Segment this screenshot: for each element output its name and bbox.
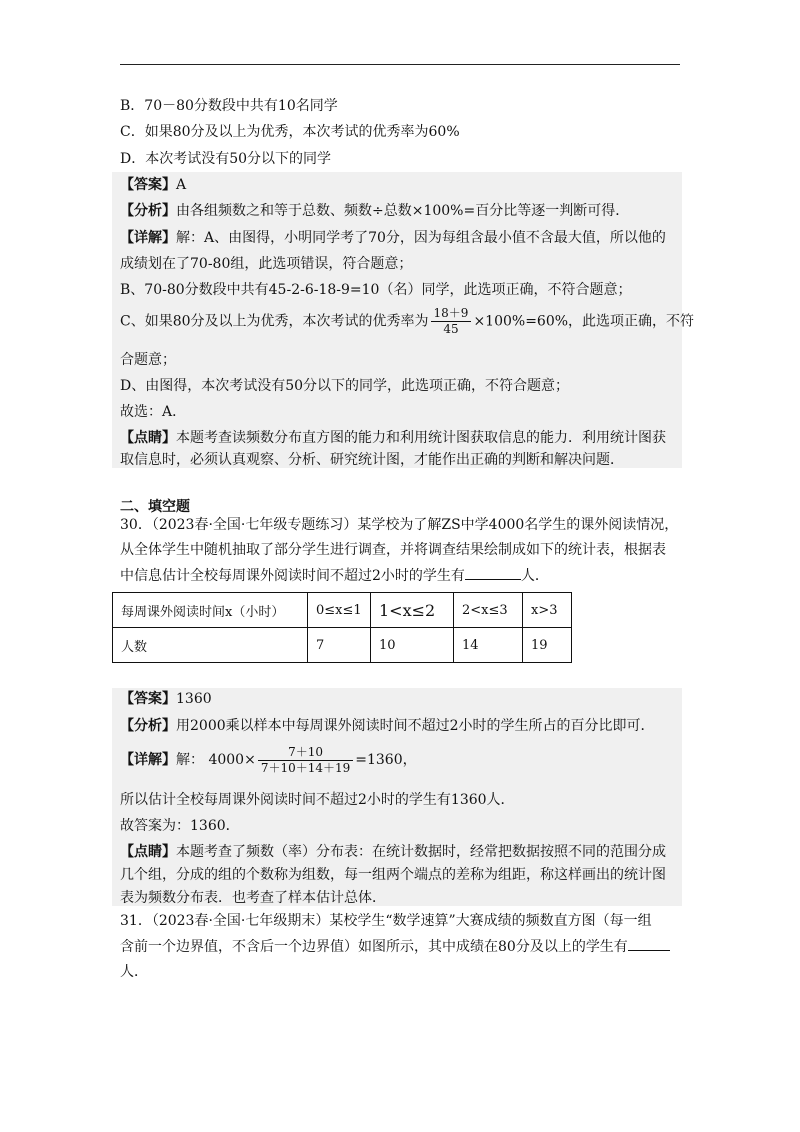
q31-answer-blank[interactable] xyxy=(628,936,670,951)
detail-line-5: 合题意； xyxy=(120,352,176,368)
q30-line-2: 从全体学生中随机抽取了部分学生进行调查，并将调查结果绘制成如下的统计表，根据表 xyxy=(120,542,666,558)
q30-comment-line-1 xyxy=(120,842,666,862)
analysis-tag: 【分析】 xyxy=(120,203,176,219)
table-cell: 人数 xyxy=(113,628,308,663)
option-c: C．如果80分及以上为优秀，本次考试的优秀率为60% xyxy=(120,124,460,140)
q30-detail-line-3: 故答案为：1360． xyxy=(120,818,240,834)
table-header-cell: 0≤x≤1 xyxy=(308,593,371,628)
answer-tag: 【答案】 xyxy=(120,177,176,193)
q31-line-3: 人． xyxy=(120,964,148,980)
detail-text-4a: C、如果80分及以上为优秀，本次考试的优秀率为 xyxy=(120,313,429,330)
q30-detail-line-1 xyxy=(120,744,417,776)
comment-line-2: 取信息时，必须认真观察、分析、研究统计图，才能作出正确的判断和解决问题． xyxy=(120,452,624,468)
answer-blank[interactable] xyxy=(465,565,521,580)
section-title: 二、填空题 xyxy=(120,499,190,515)
q30-detail-text-b: 4000× xyxy=(208,752,256,768)
answer-line xyxy=(120,175,186,195)
option-d: D．本次考试没有50分以下的同学 xyxy=(120,151,332,167)
table-cell: 10 xyxy=(371,628,454,663)
q30-comment-text-1: 本题考查了频数（率）分布表：在统计数据时，经常把数据按照不同的范围分成 xyxy=(176,844,666,860)
fraction-denominator: 45 xyxy=(443,322,459,336)
detail-text-1: 解：A、由图得，小明同学考了70分，因为每组含最小值不含最大值，所以他的 xyxy=(176,230,666,246)
q30-fraction xyxy=(258,745,353,776)
q30-comment-tag: 【点睛】 xyxy=(120,844,176,860)
table-header-cell: 每周课外阅读时间x（小时） xyxy=(113,593,308,628)
table-header-cell: 1<x≤2 xyxy=(371,593,454,628)
table-row xyxy=(113,628,572,663)
header-rule xyxy=(120,64,680,65)
q30-analysis-text: 用2000乘以样本中每周课外阅读时间不超过2小时的学生所占的百分比即可． xyxy=(176,718,655,734)
detail-text-4b: ×100%=60%，此选项正确，不符 xyxy=(473,313,695,330)
option-b: B．70－80分数段中共有10名同学 xyxy=(120,98,338,114)
table-header-row xyxy=(113,593,572,628)
analysis-text: 由各组频数之和等于总数、频数÷总数×100%=百分比等逐一判断可得． xyxy=(176,203,630,219)
reading-time-table xyxy=(112,592,572,663)
detail-line-6: D、由图得，本次考试没有50分以下的同学，此选项正确，不符合题意； xyxy=(120,378,570,394)
q30-answer-tag: 【答案】 xyxy=(120,691,176,707)
fraction xyxy=(431,306,472,337)
analysis-line xyxy=(120,201,629,221)
q30-fraction-numerator: 7＋10 xyxy=(258,745,353,761)
q30-line-1: 30．（2023春·全国·七年级专题练习）某学校为了解ZS中学4000名学生的课外阅读情况， xyxy=(120,517,679,533)
q30-detail-text-a: 解： xyxy=(176,752,204,768)
q30-analysis-line xyxy=(120,716,655,736)
q30-detail-tag: 【详解】 xyxy=(120,752,176,768)
table-cell: 14 xyxy=(454,628,523,663)
comment-tag: 【点睛】 xyxy=(120,430,176,446)
detail-line-4 xyxy=(120,306,694,337)
q31-line-1: 31．（2023春·全国·七年级期末）某校学生“数学速算”大赛成绩的频数直方图（每一组 xyxy=(120,913,652,929)
q30-line-3 xyxy=(120,565,549,586)
table-header-cell: 2<x≤3 xyxy=(454,593,523,628)
q30-answer-line xyxy=(120,689,212,709)
q30-comment-line-2: 几个组，分成的组的个数称为组数，每一组两个端点的差称为组距，称这样画出的统计图 xyxy=(120,867,666,883)
comment-line-1 xyxy=(120,428,666,448)
detail-line-7: 故选：A． xyxy=(120,404,187,420)
answer-text: A xyxy=(176,177,187,193)
q31-line-2 xyxy=(120,936,670,957)
detail-line-3: B、70-80分数段中共有45-2-6-18-9=10（名）同学，此选项正确，不符合题意； xyxy=(120,282,632,298)
q30-detail-line-2: 所以估计全校每周课外阅读时间不超过2小时的学生有1360人． xyxy=(120,792,515,808)
fraction-numerator: 18＋9 xyxy=(431,306,472,322)
detail-line-2: 成绩划在了70-80组，此选项错误，符合题意； xyxy=(120,256,413,272)
table-cell: 19 xyxy=(523,628,572,663)
detail-tag: 【详解】 xyxy=(120,230,176,246)
table-cell: 7 xyxy=(308,628,371,663)
q30-fraction-denominator: 7＋10＋14＋19 xyxy=(260,760,351,775)
q30-line-3-end: 人． xyxy=(520,568,549,584)
comment-text-1: 本题考查读频数分布直方图的能力和利用统计图获取信息的能力．利用统计图获 xyxy=(176,430,666,446)
table-header-cell: x>3 xyxy=(523,593,572,628)
detail-line-1 xyxy=(120,228,666,248)
q30-comment-line-3: 表为频数分布表．也考查了样本估计总体． xyxy=(120,890,386,906)
q30-analysis-tag: 【分析】 xyxy=(120,718,176,734)
q31-line-2-text: 含前一个边界值，不含后一个边界值）如图所示，其中成绩在80分及以上的学生有 xyxy=(120,939,628,955)
q30-answer-text: 1360 xyxy=(176,691,212,707)
q30-line-3-text: 中信息估计全校每周课外阅读时间不超过2小时的学生有 xyxy=(120,568,465,584)
q30-detail-text-c: =1360， xyxy=(355,752,417,768)
